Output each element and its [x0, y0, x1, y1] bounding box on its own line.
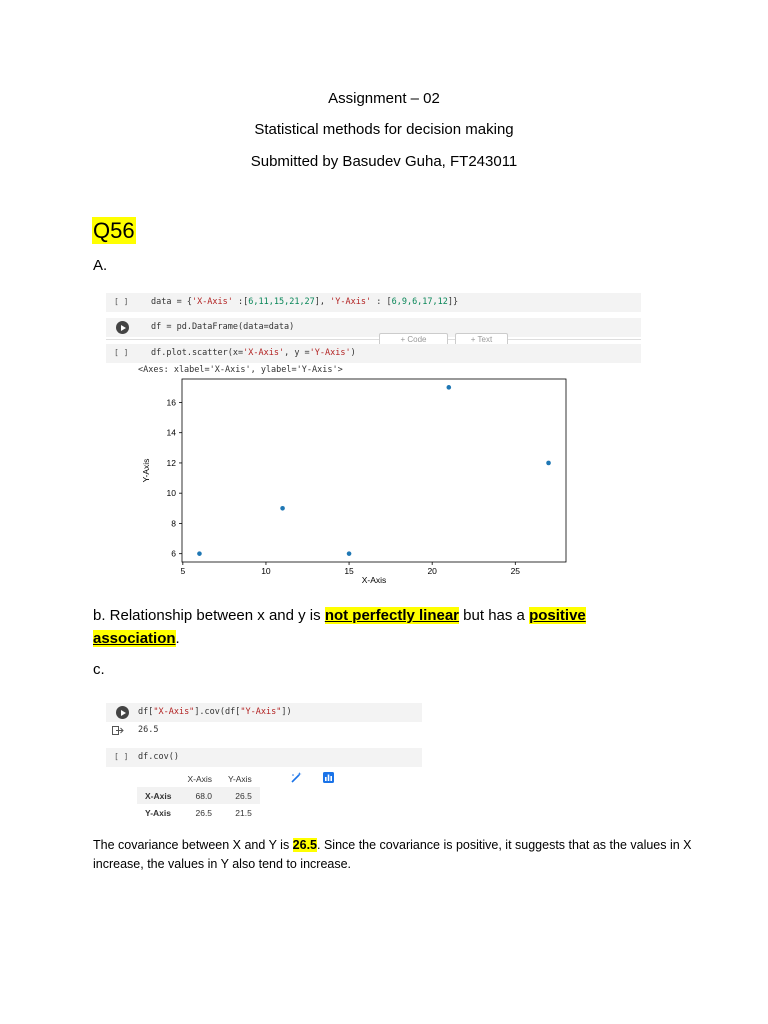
scatter-point [447, 385, 452, 390]
text-fragment: . Since the covariance is positive, it suggests that as the values in X increase, the values in Y also tend to increase. [93, 838, 692, 871]
course-title: Statistical methods for decision making [254, 121, 514, 138]
x-tick-label: 10 [261, 566, 271, 576]
code-cell-cov[interactable] [106, 703, 422, 722]
text-fragment: b. Relationship between x and y is [93, 607, 325, 624]
table-row [137, 804, 260, 821]
run-cell-button[interactable]: [ ] [114, 297, 129, 306]
table-cell: 26.5 [195, 807, 213, 818]
bar-chart-icon[interactable] [322, 771, 335, 784]
code-fragment: df.plot.scatter(x= [151, 348, 244, 358]
cell-divider [106, 339, 641, 340]
part-b-text [93, 604, 673, 650]
code-fragment: ]) [281, 707, 292, 717]
table-cell: 21.5 [235, 807, 252, 818]
table-header-row [137, 770, 260, 787]
code-fragment: , y = [284, 348, 310, 358]
y-tick-label: 16 [166, 397, 176, 408]
code-numbers: 6,11,15,21,27 [248, 297, 315, 307]
row-header: X-Axis [145, 790, 172, 801]
part-c-label: c. [93, 661, 105, 678]
column-header: Y-Axis [228, 773, 252, 784]
code-string: "Y-Axis" [240, 707, 282, 717]
magic-wand-icon[interactable] [290, 771, 303, 784]
table-row [137, 787, 260, 804]
code-fragment: ]} [447, 297, 459, 307]
code-string: 'Y-Axis' [309, 348, 351, 358]
code-fragment: data = { [151, 297, 192, 307]
y-tick-label: 10 [166, 488, 176, 499]
y-tick-label: 8 [171, 518, 176, 529]
x-tick-label: 5 [180, 566, 186, 576]
row-header: Y-Axis [145, 807, 171, 818]
y-tick-label: 12 [166, 457, 176, 468]
run-cell-icon[interactable] [116, 321, 129, 334]
scatter-point [197, 551, 202, 556]
covariance-table [137, 770, 260, 821]
code-numbers: 6,9,6,17,12 [391, 297, 448, 307]
question-number: Q56 [93, 218, 135, 243]
code-string: 'X-Axis' [191, 297, 233, 307]
y-tick-label: 6 [171, 548, 176, 559]
code-string: "X-Axis" [153, 707, 195, 717]
text-fragment: The covariance between X and Y is [93, 838, 293, 852]
table-cell: 26.5 [235, 790, 252, 801]
code-fragment: : [ [371, 297, 392, 307]
code-cell-scatter[interactable] [106, 344, 641, 363]
part-a-label: A. [93, 257, 108, 274]
code-fragment: ].cov(df[ [194, 707, 241, 717]
conclusion-text [93, 836, 693, 874]
code-fragment: ], [314, 297, 331, 307]
y-tick-label: 14 [166, 427, 176, 438]
cell-output-text: <Axes: xlabel='X-Axis', ylabel='Y-Axis'> [138, 365, 343, 375]
output-arrow-icon [112, 726, 124, 736]
x-tick-label: 25 [510, 566, 521, 576]
add-text-button[interactable]: + Text [455, 333, 508, 346]
table-cell: 68.0 [195, 790, 213, 801]
code-fragment: ) [350, 348, 356, 358]
cov-output: 26.5 [138, 725, 159, 735]
highlighted-phrase: positive association [93, 607, 586, 647]
scatter-point [347, 551, 352, 556]
text-fragment: but has a [459, 607, 530, 624]
code-text [138, 707, 292, 717]
corner-cell [137, 770, 179, 787]
submitted-by: Submitted by Basudev Guha, FT243011 [250, 153, 518, 170]
code-fragment: :[ [232, 297, 249, 307]
code-text [151, 297, 458, 307]
code-cell-cov-matrix[interactable] [106, 748, 422, 767]
add-code-button[interactable]: + Code [379, 333, 448, 346]
run-cell-button[interactable]: [ ] [114, 752, 129, 761]
highlighted-value: 26.5 [292, 838, 318, 852]
x-axis-label: X-Axis [361, 575, 387, 585]
run-cell-button[interactable]: [ ] [114, 348, 129, 357]
assignment-title: Assignment – 02 [328, 90, 440, 107]
scatter-point [280, 506, 285, 511]
plot-frame [182, 379, 566, 562]
scatter-chart [130, 375, 580, 590]
code-cell-dataframe[interactable] [106, 318, 641, 337]
code-fragment: df[ [138, 707, 154, 717]
scatter-point [546, 461, 551, 466]
code-text [151, 348, 356, 358]
column-header: X-Axis [187, 773, 213, 784]
y-axis-label: Y-Axis [141, 458, 151, 483]
code-text: df = pd.DataFrame(data=data) [151, 322, 295, 332]
code-cell-data[interactable] [106, 293, 641, 312]
run-cell-icon[interactable] [116, 706, 129, 719]
text-fragment: . [175, 630, 180, 647]
x-tick-label: 20 [427, 566, 437, 576]
code-text: df.cov() [138, 752, 179, 762]
highlighted-phrase: not perfectly linear [324, 607, 460, 624]
code-string: 'X-Axis' [243, 348, 285, 358]
code-string: 'Y-Axis' [330, 297, 372, 307]
x-tick-label: 15 [344, 566, 354, 576]
